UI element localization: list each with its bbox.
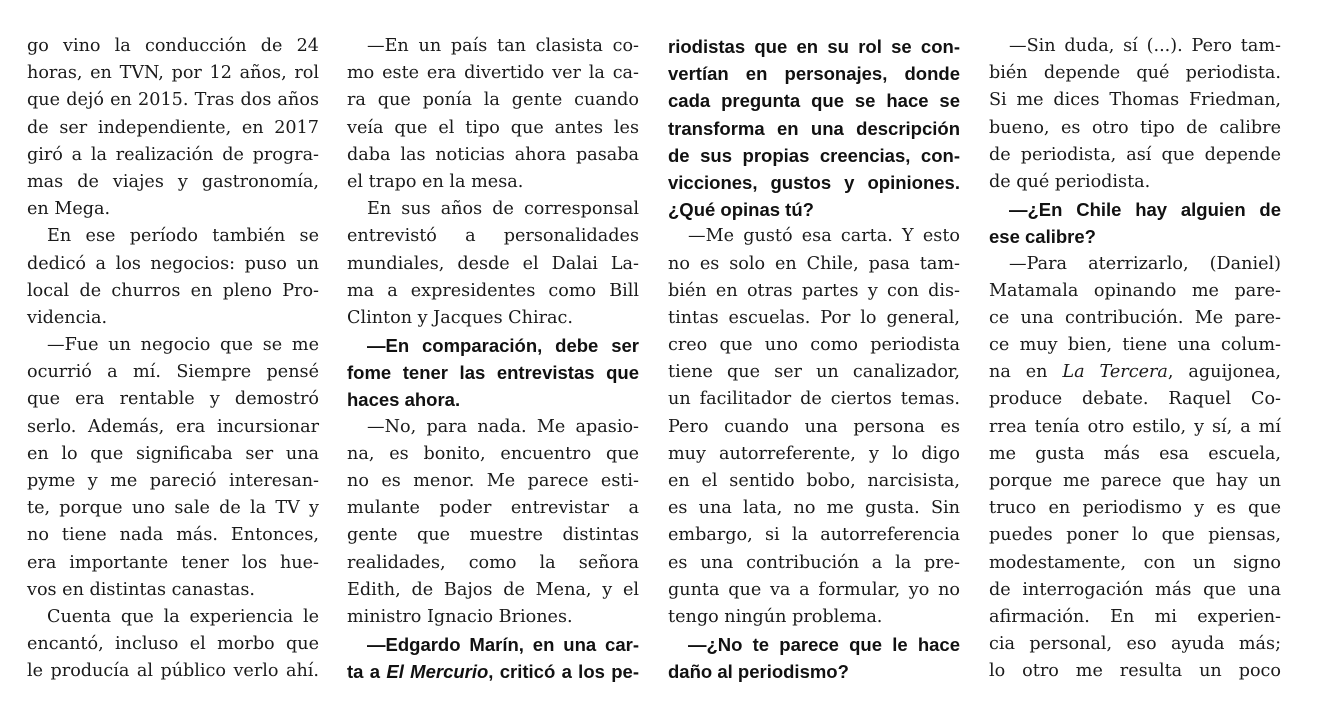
- body-text-line: creo que uno como periodista: [668, 335, 960, 356]
- line-text-segment: na en: [989, 362, 1063, 383]
- body-text-line: no es solo en Chile, pasa tam-: [668, 253, 960, 274]
- body-text-line: vos en distintas canastas.: [27, 579, 255, 600]
- body-text-line: el trapo en la mesa.: [347, 171, 524, 192]
- body-text-line: giró a la realización de progra-: [27, 144, 319, 165]
- body-text-line: me gusta más esa escuela,: [989, 443, 1281, 464]
- body-text-line: ocurrió a mí. Siempre pensé: [27, 362, 319, 383]
- body-text-line: Matamala opinando me pare-: [989, 280, 1281, 301]
- body-text-line: videncia.: [27, 307, 108, 328]
- body-text-line: —Me gustó esa carta. Y esto: [688, 226, 960, 247]
- body-text-line: truco en periodismo y es que: [989, 498, 1281, 519]
- body-text-line: que dejó en 2015. Tras dos años: [27, 90, 319, 111]
- body-text-line: lo otro me resulta un poco: [989, 661, 1281, 682]
- body-text-line: embargo, si la autorreferencia: [668, 525, 960, 546]
- interview-question-line: ¿Qué opinas tú?: [668, 199, 814, 221]
- body-text-line: rrea tenía otro estilo, y sí, a mí: [989, 416, 1281, 437]
- interview-question-line: ese calibre?: [989, 226, 1096, 248]
- body-text-line: tiene que ser un canalizador,: [668, 362, 960, 383]
- body-text-line: no tiene nada más. Entonces,: [27, 525, 319, 546]
- body-text-line: de qué periodista.: [989, 171, 1151, 192]
- body-text-line: muy autorreferente, y lo digo: [668, 443, 960, 464]
- body-text-line: entrevistó a personalidades: [347, 226, 639, 247]
- body-text-line: afirmación. En mi experien-: [989, 606, 1281, 627]
- body-text-line: —Sin duda, sí (...). Pero tam-: [1009, 36, 1281, 56]
- body-text-line: Pero cuando una persona es: [668, 416, 960, 437]
- body-text-line: tengo ningún problema.: [668, 606, 883, 627]
- body-text-line: no es menor. Me parece esti-: [347, 471, 639, 491]
- body-text-line: daba las noticias ahora pasaba: [347, 144, 639, 165]
- body-text-line: en Mega.: [27, 199, 111, 220]
- interview-question-line: —Edgardo Marín, en una car-: [367, 634, 639, 656]
- body-text-line: puedes poner lo que piensas,: [989, 525, 1281, 546]
- body-text-line: Edith, de Bajos de Mena, y el: [347, 579, 639, 600]
- body-text-line: ra que ponía la gente cuando: [347, 90, 639, 111]
- body-text-line: de interrogación más que una: [989, 579, 1281, 600]
- body-text-line: Si me dices Thomas Friedman,: [989, 90, 1281, 111]
- body-text-line: gunta que va a formular, yo no: [668, 579, 960, 600]
- body-text-line: de periodista, así que depende: [989, 144, 1281, 165]
- body-text-line: porque me parece que hay un: [989, 471, 1281, 491]
- body-text-line: un facilitador de ciertos temas.: [668, 389, 960, 410]
- interview-question-line: daño al periodismo?: [668, 661, 849, 683]
- interview-question-line: transforma en una descripción: [668, 117, 960, 139]
- interview-question-line: de sus propias creencias, con-: [668, 144, 960, 166]
- body-text-line: en el sentido bobo, narcisista,: [668, 471, 960, 491]
- body-text-line: —Fue un negocio que se me: [47, 335, 319, 356]
- body-text-line: bueno, es otro tipo de calibre: [989, 117, 1281, 138]
- line-text-segment: ta a: [347, 661, 387, 683]
- article-column-3: [668, 33, 960, 686]
- body-text-line: —No, para nada. Me apasio-: [367, 416, 639, 437]
- body-text-line: mo este era divertido ver la ca-: [347, 63, 639, 84]
- body-text-line: ministro Ignacio Briones.: [347, 606, 573, 627]
- interview-question-line: vertían en personajes, donde: [668, 63, 960, 85]
- body-text-line: mas de viajes y gastronomía,: [27, 171, 319, 192]
- body-text-line: En sus años de corresponsal: [367, 199, 639, 220]
- body-text-line: gente que muestre distintas: [347, 525, 639, 546]
- interview-question-line: —¿No te parece que le hace: [688, 634, 960, 656]
- body-text-line: horas, en TVN, por 12 años, rol: [27, 63, 319, 84]
- article-column-1: [27, 33, 319, 686]
- body-text-line: serlo. Además, era incursionar: [27, 416, 319, 437]
- body-text-line: modestamente, con un signo: [989, 552, 1281, 573]
- body-text-line: mundiales, desde el Dalai La-: [347, 253, 639, 274]
- interview-question-line: cada pregunta que se hace se: [668, 90, 960, 112]
- interview-question-line: —¿En Chile hay alguien de: [1009, 199, 1281, 221]
- body-text-line: tintas escuelas. Por lo general,: [668, 307, 960, 328]
- body-text-line: —En un país tan clasista co-: [367, 36, 639, 56]
- body-text-line: na, es bonito, encuentro que: [347, 443, 639, 464]
- body-text-line: ce muy bien, tiene una colum-: [989, 335, 1281, 356]
- line-text-segment: , criticó a los pe-: [488, 661, 639, 683]
- interview-question-line: —En comparación, debe ser: [367, 335, 639, 357]
- body-text-line: realidades, como la señora: [347, 552, 639, 573]
- body-text-line: encantó, incluso el morbo que: [27, 634, 319, 655]
- body-text-line: es una contribución a la pre-: [668, 552, 960, 573]
- body-text-line: era importante tener los hue-: [27, 552, 319, 573]
- body-text-line: [989, 359, 1281, 386]
- body-text-line: Clinton y Jacques Chirac.: [347, 307, 573, 328]
- body-text-line: en lo que significaba ser una: [27, 443, 319, 464]
- body-text-line: En ese período también se: [47, 226, 319, 247]
- body-text-line: mulante poder entrevistar a: [347, 498, 639, 519]
- body-text-line: —Para aterrizarlo, (Daniel): [1009, 253, 1281, 274]
- body-text-line: ma a expresidentes como Bill: [347, 280, 639, 301]
- publication-name: La Tercera: [1062, 362, 1168, 383]
- body-text-line: de ser independiente, en 2017: [27, 117, 319, 138]
- article-column-2: [347, 33, 639, 686]
- interview-question-line: riodistas que en su rol se con-: [668, 36, 960, 57]
- line-text-segment: , aguijonea,: [1167, 362, 1281, 383]
- body-text-line: bién depende qué periodista.: [989, 63, 1281, 84]
- body-text-line: ce una contribución. Me pare-: [989, 307, 1281, 328]
- body-text-line: Cuenta que la experiencia le: [47, 606, 319, 627]
- body-text-line: cia personal, eso ayuda más;: [989, 634, 1281, 655]
- body-text-line: que era rentable y demostró: [27, 389, 319, 410]
- article-column-4: [989, 33, 1281, 686]
- publication-name: El Mercurio: [386, 661, 489, 683]
- body-text-line: te, porque uno sale de la TV y: [27, 498, 319, 519]
- body-text-line: pyme y me pareció interesan-: [27, 471, 319, 491]
- interview-question-line: [347, 658, 639, 685]
- body-text-line: dedicó a los negocios: puso un: [27, 253, 319, 274]
- body-text-line: local de churros en pleno Pro-: [27, 280, 319, 301]
- interview-question-line: fome tener las entrevistas que: [347, 362, 639, 384]
- body-text-line: le producía al público verlo ahí.: [27, 661, 319, 682]
- interview-question-line: vicciones, gustos y opiniones.: [668, 171, 960, 193]
- body-text-line: veía que el tipo que antes les: [347, 117, 639, 138]
- body-text-line: es una lata, no me gusta. Sin: [668, 498, 960, 519]
- body-text-line: go vino la conducción de 24: [27, 36, 319, 56]
- body-text-line: produce debate. Raquel Co-: [989, 389, 1281, 410]
- body-text-line: bién en otras partes y con dis-: [668, 280, 960, 301]
- interview-question-line: haces ahora.: [347, 389, 461, 411]
